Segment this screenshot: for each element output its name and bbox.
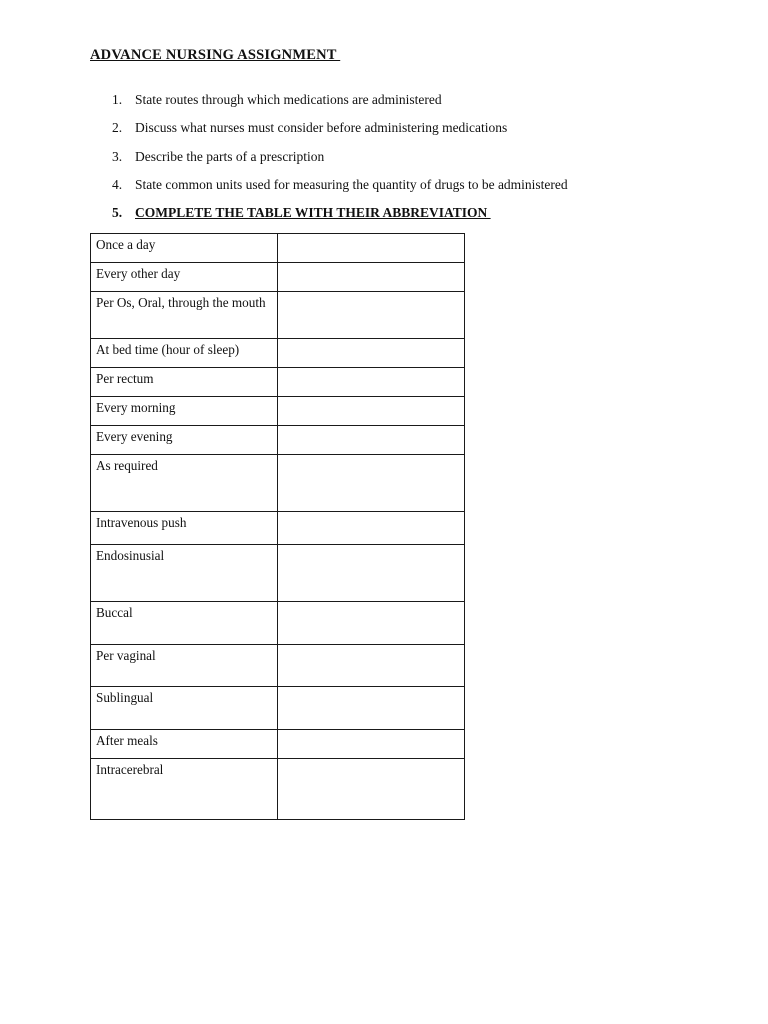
question-number: 2. — [112, 120, 123, 135]
question-text: Describe the parts of a prescription — [135, 149, 325, 164]
table-row — [91, 263, 465, 292]
table-row — [91, 512, 465, 545]
abbreviation-cell[interactable] — [278, 426, 465, 455]
term-cell: Intracerebral — [91, 759, 278, 820]
question-number: 5. — [112, 205, 123, 220]
question-4 — [112, 177, 568, 193]
table-row — [91, 368, 465, 397]
table-row — [91, 687, 465, 730]
term-cell: Every other day — [91, 263, 278, 292]
abbreviation-cell[interactable] — [278, 512, 465, 545]
term-cell: At bed time (hour of sleep) — [91, 339, 278, 368]
question-5 — [112, 205, 491, 221]
page-title: ADVANCE NURSING ASSIGNMENT — [90, 47, 341, 63]
table-row — [91, 397, 465, 426]
table-row — [91, 234, 465, 263]
term-cell: Every evening — [91, 426, 278, 455]
abbreviation-cell[interactable] — [278, 545, 465, 602]
question-number: 1. — [112, 92, 123, 107]
term-cell: After meals — [91, 730, 278, 759]
abbreviation-cell[interactable] — [278, 292, 465, 339]
question-1 — [112, 92, 442, 108]
question-text: State routes through which medications are administered — [135, 92, 442, 107]
abbreviation-cell[interactable] — [278, 368, 465, 397]
term-cell: Endosinusial — [91, 545, 278, 602]
abbreviation-cell[interactable] — [278, 759, 465, 820]
question-2 — [112, 120, 507, 136]
question-text: State common units used for measuring the quantity of drugs to be administered — [135, 177, 568, 192]
term-cell: Once a day — [91, 234, 278, 263]
question-number: 4. — [112, 177, 123, 192]
table-row — [91, 759, 465, 820]
table-row — [91, 455, 465, 512]
table-row — [91, 602, 465, 645]
abbreviation-cell[interactable] — [278, 397, 465, 426]
term-cell: Intravenous push — [91, 512, 278, 545]
table-row — [91, 292, 465, 339]
term-cell: Per Os, Oral, through the mouth — [91, 292, 278, 339]
abbreviation-cell[interactable] — [278, 602, 465, 645]
table-row — [91, 426, 465, 455]
abbreviation-cell[interactable] — [278, 263, 465, 292]
table-row — [91, 545, 465, 602]
abbreviation-cell[interactable] — [278, 730, 465, 759]
abbreviation-table — [90, 233, 465, 820]
term-cell: Every morning — [91, 397, 278, 426]
question-text: Discuss what nurses must consider before administering medications — [135, 120, 508, 135]
term-cell: As required — [91, 455, 278, 512]
abbreviation-cell[interactable] — [278, 339, 465, 368]
abbreviation-cell[interactable] — [278, 687, 465, 730]
table-row — [91, 730, 465, 759]
abbreviation-cell[interactable] — [278, 645, 465, 687]
question-text: COMPLETE THE TABLE WITH THEIR ABBREVIATION — [135, 205, 491, 220]
term-cell: Sublingual — [91, 687, 278, 730]
term-cell: Per vaginal — [91, 645, 278, 687]
question-3 — [112, 149, 324, 165]
term-cell: Per rectum — [91, 368, 278, 397]
abbreviation-cell[interactable] — [278, 455, 465, 512]
table-row — [91, 339, 465, 368]
question-number: 3. — [112, 149, 123, 164]
abbreviation-cell[interactable] — [278, 234, 465, 263]
term-cell: Buccal — [91, 602, 278, 645]
table-row — [91, 645, 465, 687]
